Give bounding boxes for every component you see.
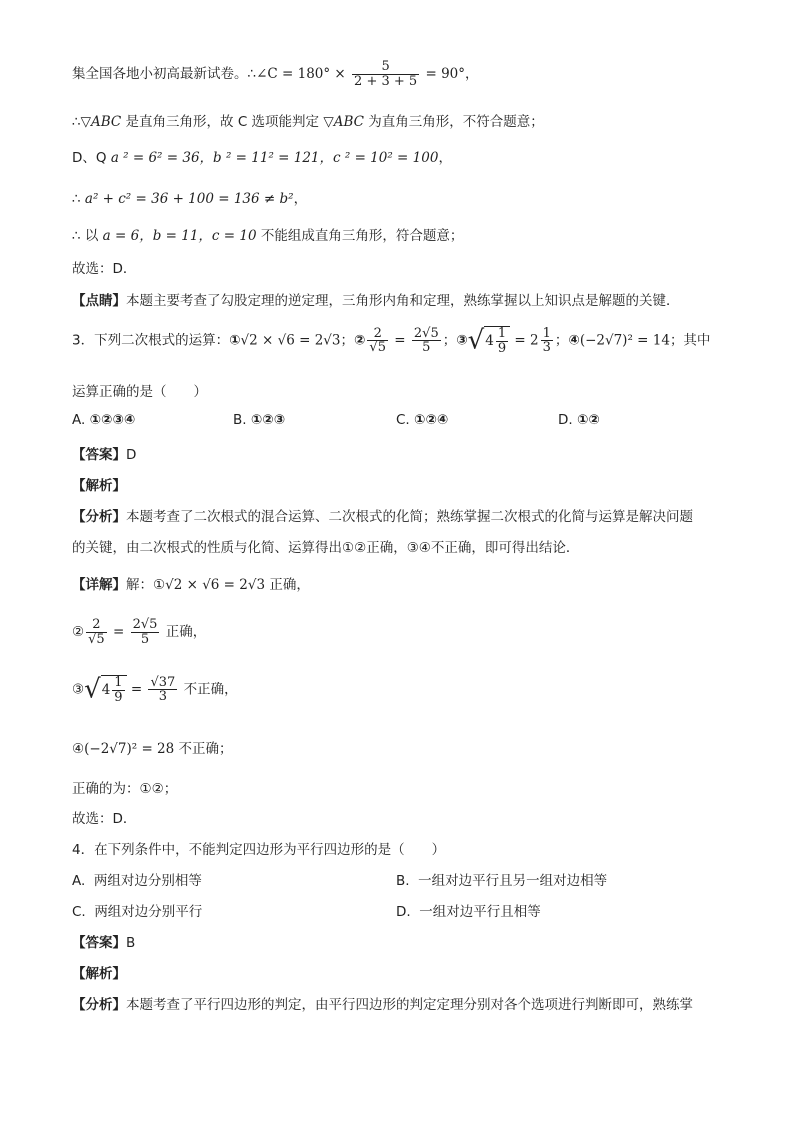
text: ， (438, 150, 452, 166)
fraction-numerator: 1 (497, 326, 507, 341)
math-angle: ∠C = 180° × (256, 66, 351, 83)
radical: √4 $\frac{1}{9}$ (84, 675, 126, 704)
fraction (367, 327, 388, 355)
fraction-denominator: √5 (88, 631, 105, 647)
fraction-denominator: 2 + 3 + 5 (354, 73, 418, 89)
option-text: ①②③④ (89, 412, 136, 428)
section-tag: 【点睛】 (72, 293, 126, 309)
math-expression: (−2√7)² = 28 (84, 741, 175, 757)
text: 解：① (126, 577, 166, 593)
circled-number: ② (353, 332, 366, 349)
fraction (412, 327, 441, 355)
option-b[interactable] (233, 412, 285, 428)
math-abc: ABC (333, 114, 364, 130)
fraction-numerator: 2 (373, 325, 382, 341)
text: 为直角三角形，不符合题意； (363, 114, 544, 130)
fraction-numerator: 1 (114, 675, 123, 690)
fraction-numerator: 5 (381, 59, 390, 74)
separator: ； (442, 332, 457, 349)
fraction (86, 618, 107, 646)
question-3-stem: 3．下列二次根式的运算：①√2 × √6 = 2√3；② $\frac{2}{√5}$ = $\frac{2√5}{5}$ ；③√4 $\frac{1}{9}$ = 2 $\frac{1}{3}$ ；④(−2√7)² = 14；其中 (72, 325, 711, 356)
fraction (148, 676, 177, 704)
answer-value: B (126, 935, 136, 951)
option-letter: B. (233, 412, 247, 428)
text: 是直角三角形，故 C 选项能判定 ▽ (121, 114, 334, 130)
option-letter: C. (396, 412, 410, 428)
question-text: 3．下列二次根式的运算： (72, 332, 230, 349)
math-expression: √2 × √6 = 2√3 (165, 577, 266, 593)
fraction-denominator: 5 (131, 632, 160, 647)
option-text: ①②④ (414, 412, 449, 428)
text: D、Q (72, 150, 111, 166)
option-b[interactable] (396, 869, 607, 889)
option-a[interactable] (72, 869, 202, 889)
text: 本题主要考查了勾股定理的逆定理，三角形内角和定理，熟练掌握以上知识点是解题的关键． (126, 293, 680, 309)
section-tag: 【答案】 (72, 935, 126, 951)
text: 不能组成直角三角形，符合题意； (256, 228, 464, 244)
circled-number: ④ (72, 741, 85, 757)
section-tag: 【分析】 (72, 997, 126, 1013)
option-text: 一组对边平行且相等 (419, 904, 541, 920)
math-tail: = 90°， (421, 66, 479, 83)
fraction-denominator: 5 (412, 340, 441, 355)
option-d[interactable] (558, 412, 600, 428)
fraction-denominator: 9 (497, 340, 507, 356)
separator: ； (554, 332, 569, 349)
fenxi-line-2: 的关键，由二次根式的性质与化简、运算得出①②正确，③④不正确，即可得出结论． (72, 540, 580, 556)
math-equals: = 2 (510, 332, 539, 349)
math-abc: ABC (90, 114, 122, 130)
choose-line: 故选：D． (72, 261, 137, 277)
solution-line-d-squares (72, 146, 452, 166)
fenxi-line-1 (72, 993, 693, 1013)
answer-value: D (126, 447, 137, 463)
solution-line-angle-c (72, 60, 479, 88)
option-letter: D. (396, 904, 411, 920)
circled-number: ③ (72, 681, 85, 698)
choose-line: 故选：D． (72, 811, 137, 827)
detail-line-1 (72, 573, 310, 593)
section-tag: 【分析】 (72, 509, 126, 525)
math-expression: √2 × √6 = 2√3 (240, 332, 341, 349)
separator: ； (340, 332, 354, 349)
option-letter: D. (558, 412, 573, 428)
option-a[interactable] (72, 412, 135, 428)
fraction (112, 676, 124, 704)
fraction-denominator: 3 (542, 340, 551, 356)
question-4-stem: 4．在下列条件中，不能判定四边形为平行四边形的是（ ） (72, 842, 446, 858)
fraction (352, 60, 419, 88)
fraction-numerator: 2√5 (413, 325, 439, 341)
fenxi-line-1 (72, 505, 693, 525)
option-letter: B. (396, 873, 410, 889)
option-letter: A. (72, 412, 86, 428)
mixed-whole: 4 (101, 682, 111, 699)
fraction-numerator: √37 (150, 674, 176, 690)
answer-line (72, 931, 135, 951)
detail-line-3: ③√4 $\frac{1}{9}$ = $\frac{√37}{3}$ 不正确， (72, 674, 238, 705)
dianjing-line (72, 289, 680, 309)
option-text: ①②③ (250, 412, 286, 428)
solution-line-right-triangle (72, 110, 544, 130)
option-text: ①② (576, 412, 600, 428)
text: 不正确， (179, 681, 238, 698)
option-text: 两组对边分别平行 (94, 904, 203, 920)
section-tag: 【详解】 (72, 577, 126, 593)
fraction-numerator: 2√5 (132, 617, 158, 632)
fraction (541, 327, 553, 355)
text: ， (293, 191, 308, 207)
circled-number: ③ (456, 332, 468, 349)
solution-line-sum (72, 187, 307, 207)
option-text: 两组对边分别相等 (93, 873, 202, 889)
fraction (131, 618, 160, 646)
fraction (496, 327, 508, 355)
fraction-numerator: 1 (542, 325, 551, 341)
text: ∴ (72, 191, 85, 207)
text: 本题考查了平行四边形的判定，由平行四边形的判定定理分别对各个选项进行判断即可，熟练掌 (126, 997, 693, 1013)
question-3-stem-cont: 运算正确的是（ ） (72, 384, 207, 400)
detail-line-2: ② $\frac{2}{√5}$ = $\frac{2√5}{5}$ 正确， (72, 617, 207, 647)
option-letter: A. (72, 873, 86, 889)
mixed-whole: 4 (485, 333, 494, 350)
question-text: ；其中 (669, 332, 711, 349)
option-text: 一组对边平行且另一组对边相等 (418, 873, 608, 889)
section-tag: 【答案】 (72, 447, 126, 463)
fraction-numerator: 2 (92, 617, 101, 632)
circled-number: ④ (568, 332, 580, 349)
analysis-tag: 【解析】 (72, 966, 126, 982)
fraction-denominator: 9 (114, 689, 123, 705)
option-c[interactable] (72, 900, 202, 920)
math-expression: (−2√7)² = 14 (579, 332, 670, 349)
answer-line (72, 443, 136, 463)
text: ∴ 以 (72, 228, 103, 244)
detail-line-4 (72, 737, 233, 757)
circled-number: ② (72, 624, 85, 641)
text: 本题考查了二次根式的混合运算、二次根式的化简；熟练掌握二次根式的化简与运算是解决问题 (126, 509, 693, 525)
fraction-denominator: 3 (148, 689, 177, 704)
analysis-tag: 【解析】 (72, 478, 126, 494)
math-values: a = 6，b = 11，c = 10 (102, 228, 257, 244)
option-c[interactable] (396, 412, 448, 428)
correct-line: 正确的为：①②； (72, 781, 178, 797)
text: ∴▽ (72, 114, 91, 130)
text: 正确， (161, 624, 207, 641)
solution-line-conclusion (72, 224, 463, 244)
radical: √4 $\frac{1}{9}$ (468, 326, 510, 355)
option-d[interactable] (396, 900, 541, 920)
text: 不正确； (174, 741, 233, 757)
text: 集全国各地小初高最新试卷。∴ (72, 66, 257, 83)
math-squares: a ² = 6² = 36，b ² = 11² = 121，c ² = 10² = 100 (110, 150, 439, 166)
math-sum: a² + c² = 36 + 100 = 136 ≠ b² (84, 191, 294, 207)
option-letter: C. (72, 904, 86, 920)
fraction-denominator: √5 (369, 340, 386, 356)
circled-number: ① (229, 332, 241, 349)
text: 正确， (265, 577, 310, 593)
